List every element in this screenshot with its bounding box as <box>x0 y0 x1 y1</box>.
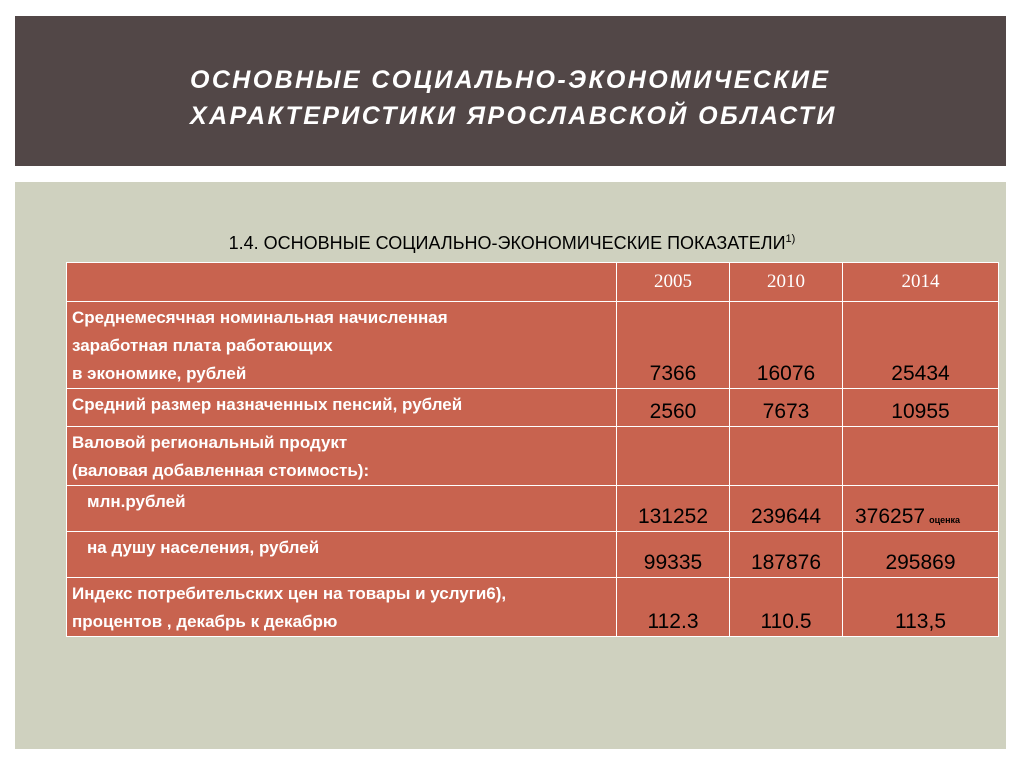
row-label: Валовой региональный продукт (валовая добавленная стоимость): <box>67 427 617 486</box>
row-label: на душу населения, рублей <box>67 532 617 578</box>
slide-title <box>190 62 950 134</box>
slide-title-line-2: ХАРАКТЕРИСТИКИ ЯРОСЛАВСКОЙ ОБЛАСТИ <box>190 102 837 130</box>
cell-value: 376257 <box>855 505 926 528</box>
cell-value: 295869 <box>843 532 999 578</box>
estimate-note: оценка <box>929 515 961 525</box>
cell-value-with-note <box>843 486 999 532</box>
year-header-2005: 2005 <box>617 263 730 302</box>
row-label: млн.рублей <box>67 486 617 532</box>
cell-value: 187876 <box>730 532 843 578</box>
cell-value: 112.3 <box>617 578 730 637</box>
table-row-grp <box>67 427 999 486</box>
table-title-footnote: 1) <box>785 233 796 245</box>
year-header-2010: 2010 <box>730 263 843 302</box>
cell-value: 7673 <box>730 389 843 427</box>
cell-value <box>843 427 999 486</box>
slide-title-line-1: ОСНОВНЫЕ СОЦИАЛЬНО-ЭКОНОМИЧЕСКИЕ <box>190 66 831 94</box>
cell-value: 7366 <box>617 302 730 389</box>
cell-value <box>730 427 843 486</box>
table-header-row <box>67 263 999 302</box>
cell-value: 131252 <box>617 486 730 532</box>
cell-value: 99335 <box>617 532 730 578</box>
row-label: Среднемесячная номинальная начисленная заработная плата работающих в экономике, рублей <box>67 302 617 389</box>
cell-value: 2560 <box>617 389 730 427</box>
table-row-pension <box>67 389 999 427</box>
table-title-text: 1.4. ОСНОВНЫЕ СОЦИАЛЬНО-ЭКОНОМИЧЕСКИЕ ПОКАЗАТЕЛИ <box>228 233 786 253</box>
row-label: Индекс потребительских цен на товары и услуги6), процентов , декабрь к декабрю <box>67 578 617 637</box>
cell-value: 110.5 <box>730 578 843 637</box>
table-title <box>0 233 1024 254</box>
table-row-grp-mln <box>67 486 999 532</box>
year-header-2014: 2014 <box>843 263 999 302</box>
cell-value: 25434 <box>843 302 999 389</box>
indicators-table <box>66 262 999 637</box>
cell-value <box>617 427 730 486</box>
cell-value: 239644 <box>730 486 843 532</box>
cell-value: 10955 <box>843 389 999 427</box>
cell-value: 16076 <box>730 302 843 389</box>
header-empty-cell <box>67 263 617 302</box>
row-label: Средний размер назначенных пенсий, рублей <box>67 389 617 427</box>
table-row-grp-per-capita <box>67 532 999 578</box>
table-row-salary <box>67 302 999 389</box>
table-row-cpi <box>67 578 999 637</box>
cell-value: 113,5 <box>843 578 999 637</box>
